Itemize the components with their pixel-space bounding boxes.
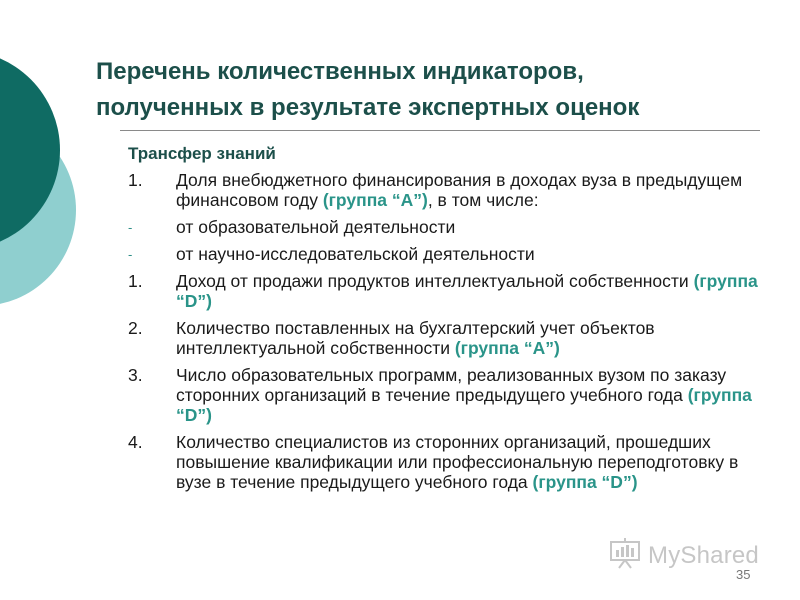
list-item — [128, 432, 768, 492]
watermark-text: MyShared — [648, 541, 759, 569]
item-text: Количество поставленных на бухгалтерский учет объектов интеллектуальной собственности — [176, 318, 655, 358]
section-subtitle: Трансфер знаний — [128, 144, 276, 163]
list-marker: 2. — [128, 318, 143, 338]
list-marker: 1. — [128, 271, 143, 291]
page-number: 35 — [736, 567, 751, 582]
list-marker: 3. — [128, 365, 143, 385]
group-label: (группа “D”) — [532, 472, 638, 492]
dash-marker: - — [128, 220, 133, 235]
title-line-2: полученных в результате экспертных оценок — [96, 94, 640, 121]
item-text: Доход от продажи продуктов интеллектуальной собственности — [176, 271, 694, 291]
group-label: (группа “A”) — [454, 338, 560, 358]
group-label: (группа “D”) — [176, 385, 752, 425]
list-item — [128, 365, 768, 425]
dash-marker: - — [128, 247, 133, 262]
group-label: (группа “A”) — [322, 190, 428, 210]
item-text: от научно-исследовательской деятельности — [176, 244, 535, 264]
list-item — [128, 271, 768, 311]
group-label: (группа “D”) — [176, 271, 758, 311]
list-item — [128, 318, 768, 358]
list-marker: 4. — [128, 432, 143, 452]
item-text: Количество специалистов из сторонних организаций, прошедших повышение квалификации или профессиональную переподготовку в вузе в течение предыдущего учебного года — [176, 432, 739, 492]
item-text: Доля внебюджетного финансирования в доходах вуза в предыдущем финансовом году — [176, 170, 743, 210]
title-line-1: Перечень количественных индикаторов, — [96, 58, 584, 85]
presentation-board-icon — [608, 536, 642, 575]
slide-title — [96, 54, 776, 126]
list-item — [128, 217, 768, 237]
slide-content — [128, 144, 768, 499]
item-text: от образовательной деятельности — [176, 217, 456, 237]
item-text: Число образовательных программ, реализованных вузом по заказу сторонних организаций в течение предыдущего учебного года — [176, 365, 727, 405]
list-marker: 1. — [128, 170, 143, 190]
item-suffix: , в том числе: — [427, 190, 539, 210]
list-item — [128, 244, 768, 264]
list-item — [128, 170, 768, 210]
title-divider — [120, 130, 760, 131]
